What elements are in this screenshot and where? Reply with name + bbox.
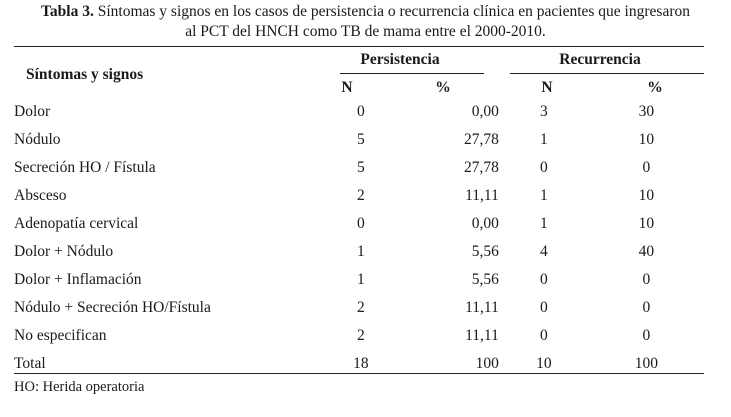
caption-line-1: [0, 2, 731, 22]
persistencia-n-cell: 2: [357, 187, 365, 204]
persistencia-pct-cell: 27,78: [463, 159, 499, 176]
table-row: [14, 210, 704, 238]
persistencia-n-cell: 2: [357, 327, 365, 344]
recurrencia-pct-cell: 10: [638, 187, 655, 204]
persistencia-n-cell: 18: [353, 355, 369, 372]
table-row: [14, 322, 704, 350]
row-label: Absceso: [14, 187, 67, 204]
header-recurrencia: Recurrencia: [559, 51, 641, 68]
recurrencia-pct-cell: 10: [638, 215, 655, 232]
table-row: [14, 98, 704, 126]
recurrencia-n-cell: 1: [539, 215, 548, 232]
persistencia-pct-cell: 5,56: [471, 243, 499, 260]
table-bottom-rule: [14, 373, 704, 374]
recurrencia-n-cell: 10: [536, 355, 552, 372]
recurrencia-n-cell: 3: [539, 103, 548, 120]
persistencia-n-cell: 0: [357, 215, 365, 232]
table-row: [14, 238, 704, 266]
persistencia-pct-cell: 0,00: [471, 215, 499, 232]
persistencia-pct-cell: 11,11: [465, 327, 499, 344]
table-caption: [0, 2, 731, 42]
header-persistencia-n: N: [341, 79, 353, 96]
row-label: Total: [14, 355, 46, 372]
row-label: Nódulo: [14, 131, 61, 148]
persistencia-pct-cell: 0,00: [471, 103, 499, 120]
recurrencia-n-cell: 0: [539, 159, 548, 176]
recurrencia-pct-cell: 0: [642, 299, 651, 316]
row-label: Adenopatía cervical: [14, 215, 139, 232]
table-row: [14, 182, 704, 210]
row-label: Dolor + Nódulo: [14, 243, 114, 260]
recurrencia-n-cell: 1: [539, 131, 548, 148]
row-label: Dolor: [14, 103, 51, 120]
recurrencia-pct-cell: 100: [634, 355, 659, 372]
persistencia-pct-cell: 5,56: [471, 271, 499, 288]
recurrencia-pct-cell: 0: [642, 327, 651, 344]
table-row: [14, 126, 704, 154]
persistencia-pct-cell: 11,11: [465, 187, 499, 204]
header-recurrencia-n: N: [541, 79, 553, 96]
row-label: No especifican: [14, 327, 107, 344]
row-label: Dolor + Inflamación: [14, 271, 142, 288]
recurrencia-pct-cell: 0: [642, 271, 651, 288]
footnote: HO: Herida operatoria: [14, 379, 145, 395]
persistencia-pct-cell: 27,78: [463, 131, 499, 148]
recurrencia-pct-cell: 30: [638, 103, 655, 120]
caption-text-1: Síntomas y signos en los casos de persistencia o recurrencia clínica en pacientes que ingresaron: [97, 3, 690, 20]
persistencia-n-cell: 2: [357, 299, 365, 316]
row-label: Secreción HO / Fístula: [14, 159, 156, 176]
persistencia-pct-cell: 100: [475, 355, 499, 372]
table-row: [14, 266, 704, 294]
data-table: [14, 98, 704, 378]
persistencia-n-cell: 5: [357, 159, 365, 176]
table-top-rule: [14, 46, 704, 47]
persistencia-n-cell: 5: [357, 131, 365, 148]
recurrencia-n-cell: 4: [539, 243, 548, 260]
table-row: [14, 154, 704, 182]
recurrencia-pct-cell: 0: [642, 159, 651, 176]
recurrencia-underline: [510, 73, 704, 74]
recurrencia-n-cell: 0: [539, 271, 548, 288]
persistencia-underline: [340, 73, 484, 74]
recurrencia-pct-cell: 10: [638, 131, 655, 148]
table-body: [14, 98, 704, 378]
header-persistencia-pct: %: [435, 79, 451, 96]
table-row: [14, 294, 704, 322]
persistencia-n-cell: 1: [357, 243, 365, 260]
recurrencia-pct-cell: 40: [638, 243, 655, 260]
recurrencia-n-cell: 1: [539, 187, 548, 204]
persistencia-n-cell: 1: [357, 271, 365, 288]
recurrencia-n-cell: 0: [539, 327, 548, 344]
caption-line-2: al PCT del HNCH como TB de mama entre el 2000-2010.: [185, 23, 546, 40]
caption-label: Tabla 3.: [41, 3, 94, 20]
header-recurrencia-pct: %: [647, 79, 663, 96]
persistencia-pct-cell: 11,11: [465, 299, 499, 316]
header-symptoms: Síntomas y signos: [26, 66, 144, 83]
persistencia-n-cell: 0: [357, 103, 365, 120]
recurrencia-n-cell: 0: [539, 299, 548, 316]
header-persistencia: Persistencia: [360, 51, 440, 68]
row-label: Nódulo + Secreción HO/Fístula: [14, 299, 211, 316]
